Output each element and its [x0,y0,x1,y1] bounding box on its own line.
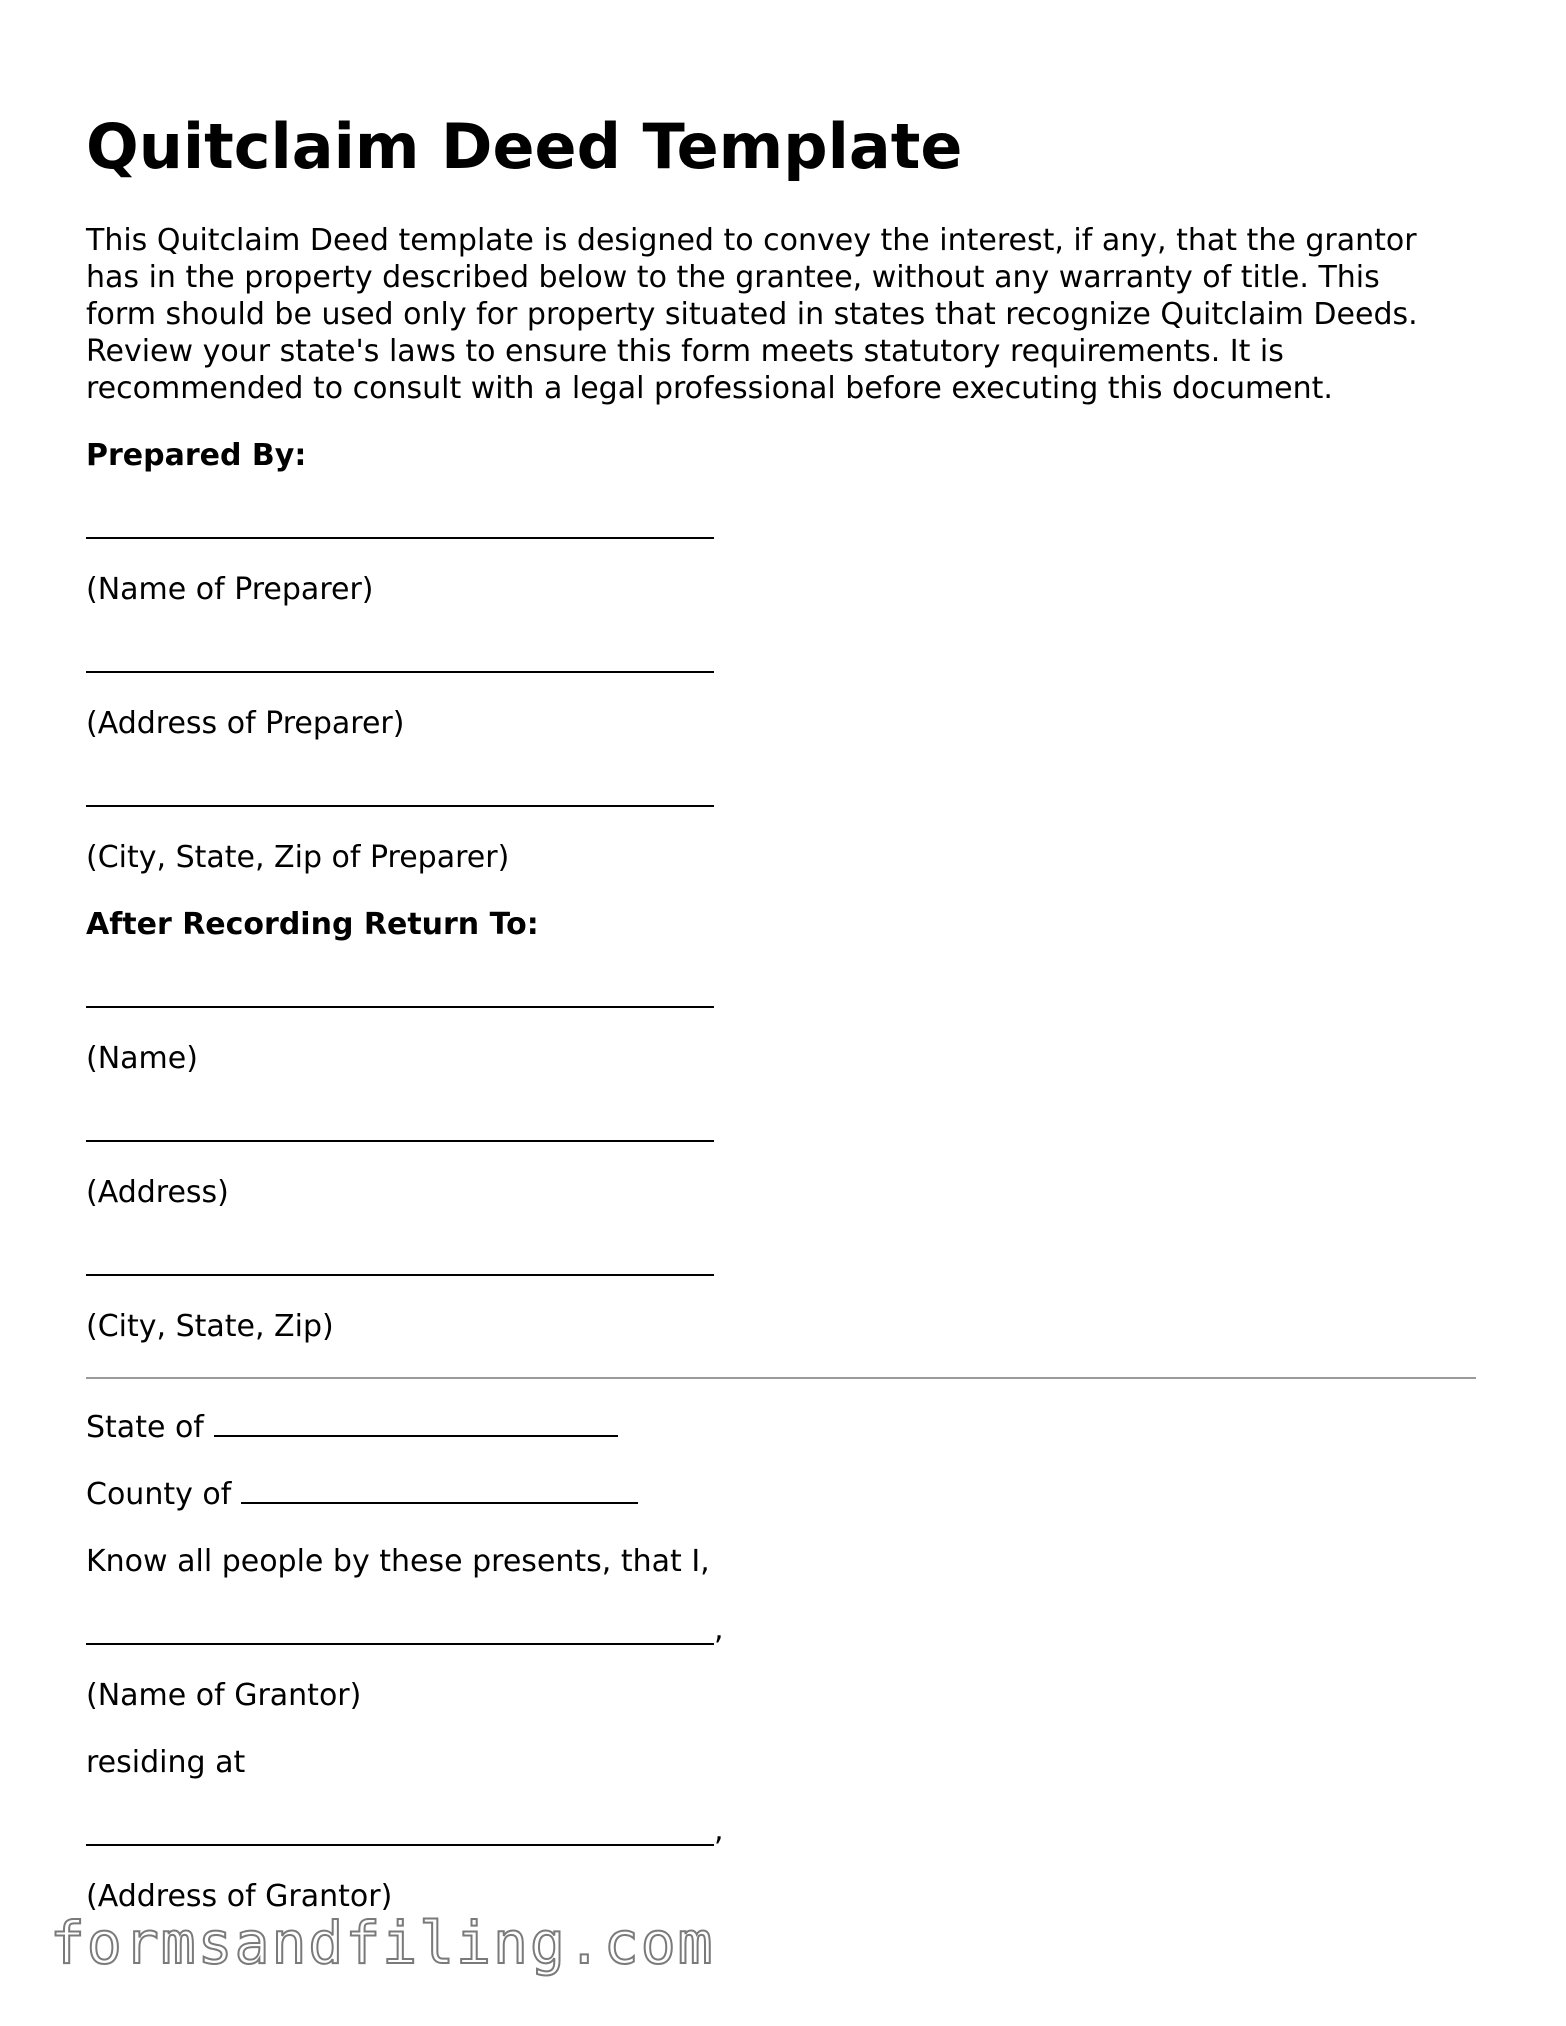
return-address-blank[interactable] [86,1140,714,1142]
return-name-blank[interactable] [86,1006,714,1008]
grantor-name-comma: , [714,1612,724,1647]
return-name-label: (Name) [86,1041,198,1076]
state-blank[interactable] [214,1435,618,1437]
return-city-label: (City, State, Zip) [86,1309,334,1344]
section-divider [86,1377,1476,1379]
county-of-line [86,1475,638,1515]
return-to-heading: After Recording Return To: [86,907,539,942]
grantor-address-label: (Address of Grantor) [86,1879,393,1914]
preparer-name-blank[interactable] [86,537,714,539]
grantor-address-blank[interactable] [86,1844,714,1846]
preparer-name-label: (Name of Preparer) [86,572,374,607]
state-of-label: State of [86,1410,204,1445]
grantor-address-comma: , [714,1813,724,1848]
county-of-label: County of [86,1477,232,1512]
intro-paragraph [86,222,1486,407]
grantor-name-label: (Name of Grantor) [86,1678,362,1713]
preparer-address-label: (Address of Preparer) [86,706,405,741]
intro-line: form should be used only for property situated in states that recognize Quitclaim Deeds. [86,297,1418,332]
intro-line: recommended to consult with a legal professional before executing this document. [86,371,1333,406]
intro-line: Review your state's laws to ensure this form meets statutory requirements. It is [86,334,1284,369]
intro-line: has in the property described below to the grantee, without any warranty of title. This [86,260,1380,295]
prepared-by-heading: Prepared By: [86,438,307,473]
watermark: formsandfiling.com [50,1909,715,1977]
return-city-blank[interactable] [86,1274,714,1276]
county-blank[interactable] [241,1502,638,1504]
grantor-name-blank[interactable] [86,1643,714,1645]
intro-line: This Quitclaim Deed template is designed to convey the interest, if any, that the grantor [86,223,1417,258]
grantor-intro: Know all people by these presents, that I, [86,1544,710,1579]
preparer-city-blank[interactable] [86,805,714,807]
state-of-line [86,1408,618,1448]
page-title: Quitclaim Deed Template [86,110,963,183]
preparer-city-label: (City, State, Zip of Preparer) [86,840,510,875]
return-address-label: (Address) [86,1175,229,1210]
residing-at-text: residing at [86,1745,246,1780]
preparer-address-blank[interactable] [86,671,714,673]
